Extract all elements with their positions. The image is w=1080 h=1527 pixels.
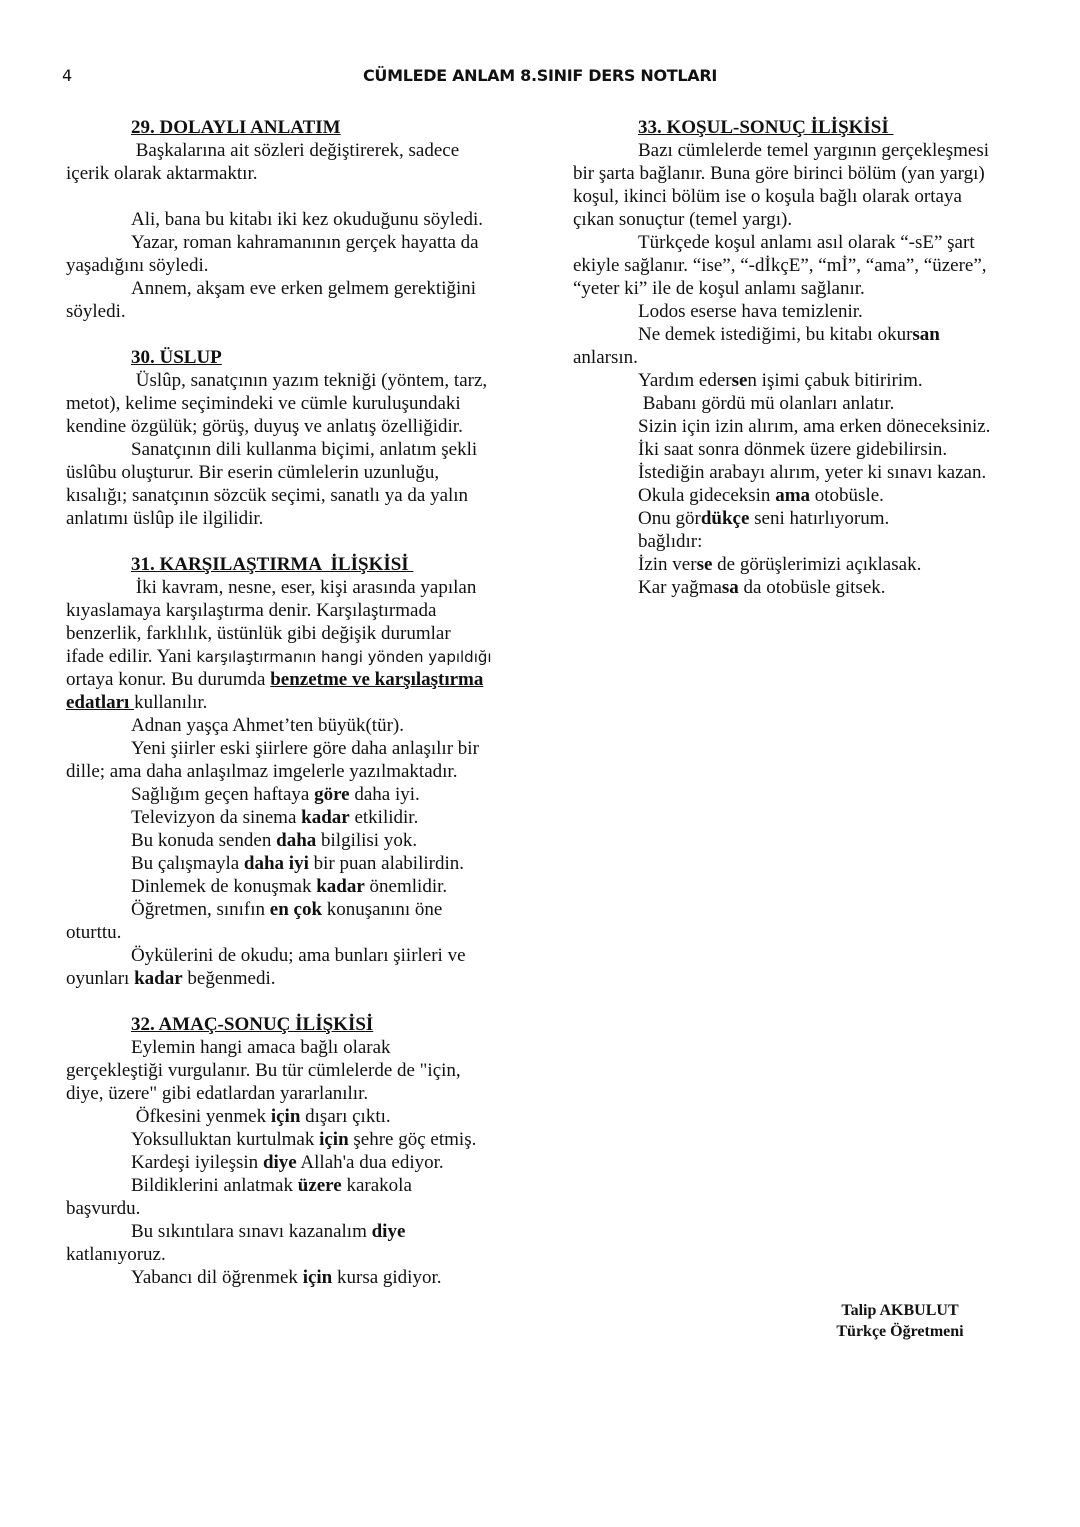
text-segment: Başkalarına ait sözleri değiştirerek, sadece <box>131 140 460 161</box>
text-segment: koşul, ikinci bölüm ise o koşula bağlı olarak ortaya <box>573 186 962 207</box>
text-line <box>66 829 516 852</box>
text-segment: Kar yağma <box>638 577 722 598</box>
text-segment: benzerlik, farklılık, üstünlük gibi değişik durumlar <box>66 623 451 644</box>
text-segment: Eylemin hangi amaca bağlı olarak <box>131 1037 391 1058</box>
text-segment: Sizin için izin alırım, ama erken döneceksiniz. <box>638 416 991 437</box>
text-line <box>66 1266 516 1289</box>
text-line <box>573 277 1023 300</box>
text-segment: oturttu. <box>66 922 122 943</box>
text-line <box>66 622 516 645</box>
text-segment: söyledi. <box>66 301 126 322</box>
emphasis: için <box>270 1106 301 1127</box>
text-segment: Ali, bana bu kitabı iki kez okuduğunu söyledi. <box>131 209 483 230</box>
text-segment: oyunları <box>66 968 135 989</box>
text-line <box>66 369 516 392</box>
text-segment: Kardeşi iyileşsin <box>131 1152 263 1173</box>
text-line <box>573 484 1023 507</box>
text-line <box>66 668 516 691</box>
text-segment: Yoksulluktan kurtulmak <box>131 1129 320 1150</box>
section <box>66 553 516 990</box>
text-line <box>66 1036 516 1059</box>
text-segment: bağlıdır: <box>638 531 703 552</box>
text-line <box>66 1220 516 1243</box>
text-segment: ifade edilir. Yani <box>66 646 197 667</box>
text-segment: kursa gidiyor. <box>332 1267 442 1288</box>
text-line <box>66 507 516 530</box>
section-heading: 33. KOŞUL-SONUÇ İLİŞKİSİ <box>638 117 894 138</box>
author-role: Türkçe Öğretmeni <box>836 1323 964 1340</box>
text-segment: önemlidir. <box>364 876 448 897</box>
text-segment: Adnan yaşça Ahmet’ten büyük(tür). <box>131 715 404 736</box>
text-line <box>66 875 516 898</box>
text-line <box>573 461 1023 484</box>
section <box>573 116 1023 599</box>
text-line <box>66 300 516 323</box>
text-line <box>573 507 1023 530</box>
text-segment: bir şarta bağlanır. Buna göre birinci bölüm (yan yargı) <box>573 163 985 184</box>
text-segment: kıyaslamaya karşılaştırma denir. Karşılaştırmada <box>66 600 437 621</box>
emphasis: kadar <box>134 968 183 989</box>
page-number: 4 <box>62 66 73 85</box>
emphasis: üzere <box>297 1175 342 1196</box>
text-line <box>573 530 1023 553</box>
emphasis: en çok <box>269 899 323 920</box>
text-line <box>66 1059 516 1082</box>
text-line <box>66 208 516 231</box>
text-line <box>66 967 516 990</box>
blank-line <box>66 185 516 208</box>
text-segment: ekiyle sağlanır. “ise”, “-dİkçE”, “mİ”, “ama”, “üzere”, <box>573 255 987 276</box>
text-segment: metot), kelime seçimindeki ve cümle kuruluşundaki <box>66 393 461 414</box>
text-segment: kısalığı; sanatçının sözcük seçimi, sanatlı ya da yalın <box>66 485 469 506</box>
text-line <box>573 438 1023 461</box>
text-line <box>66 254 516 277</box>
text-segment: yaşadığını söyledi. <box>66 255 209 276</box>
text-line <box>573 300 1023 323</box>
text-segment: Babanı gördü mü olanları anlatır. <box>638 393 895 414</box>
text-segment: Bu çalışmayla <box>131 853 244 874</box>
text-segment: Türkçede koşul anlamı asıl olarak “-sE” şart <box>638 232 975 253</box>
text-line <box>66 760 516 783</box>
text-segment: da otobüsle gitsek. <box>738 577 886 598</box>
text-line <box>66 1174 516 1197</box>
section-heading: 31. KARŞILAŞTIRMA İLİŞKİSİ <box>131 554 414 575</box>
text-line <box>66 139 516 162</box>
text-segment: Bu konuda senden <box>131 830 277 851</box>
text-line <box>66 921 516 944</box>
section-heading: 30. ÜSLUP <box>131 347 222 368</box>
text-line <box>66 1243 516 1266</box>
text-segment: Üslûp, sanatçının yazım tekniği (yöntem, tarz, <box>131 370 488 391</box>
text-segment: konuşanını öne <box>322 899 443 920</box>
text-line <box>66 438 516 461</box>
emphasis: daha <box>276 830 317 851</box>
emphasis: daha iyi <box>243 853 309 874</box>
text-segment: gerçekleştiği vurgulanır. Bu tür cümlelerde de "için, <box>66 1060 461 1081</box>
author-name: Talip AKBULUT <box>841 1302 959 1319</box>
text-segment: içerik olarak aktarmaktır. <box>66 163 258 184</box>
text-line <box>573 576 1023 599</box>
text-segment: karakola <box>341 1175 412 1196</box>
text-line <box>66 162 516 185</box>
text-segment: katlanıyoruz. <box>66 1244 166 1265</box>
text-segment: Sanatçının dili kullanma biçimi, anlatım şekli <box>131 439 478 460</box>
text-segment: Ne demek istediğimi, bu kitabı okur <box>638 324 913 345</box>
text-segment: n işimi çabuk bitiririm. <box>747 370 923 391</box>
text-segment: Öykülerini de okudu; ama bunları şiirleri ve <box>131 945 466 966</box>
emphasis: san <box>912 324 940 345</box>
text-line <box>66 645 516 668</box>
text-segment: Yabancı dil öğrenmek <box>131 1267 303 1288</box>
text-line <box>573 139 1023 162</box>
text-segment: Sağlığım geçen haftaya <box>131 784 315 805</box>
text-line <box>573 208 1023 231</box>
text-segment: başvurdu. <box>66 1198 141 1219</box>
text-segment: Annem, akşam eve erken gelmem gerektiğini <box>131 278 477 299</box>
author-signature <box>830 1300 970 1342</box>
text-line <box>66 1197 516 1220</box>
text-segment: kullanılır. <box>134 692 208 713</box>
text-line <box>573 415 1023 438</box>
text-line <box>573 392 1023 415</box>
text-segment: İzin ver <box>638 554 697 575</box>
document-title: CÜMLEDE ANLAM 8.SINIF DERS NOTLARI <box>362 66 718 85</box>
section-heading: 32. AMAÇ-SONUÇ İLİŞKİSİ <box>131 1014 374 1035</box>
text-segment: etkilidir. <box>349 807 419 828</box>
text-line <box>66 1128 516 1151</box>
section <box>66 116 516 323</box>
text-segment: bilgilisi yok. <box>316 830 418 851</box>
text-segment: beğenmedi. <box>182 968 276 989</box>
text-segment: otobüsle. <box>810 485 884 506</box>
left-column <box>66 116 516 1312</box>
text-segment: Onu gör <box>638 508 701 529</box>
text-line <box>66 1151 516 1174</box>
emphasis: kadar <box>301 807 350 828</box>
text-segment: seni hatırlıyorum. <box>749 508 890 529</box>
text-line <box>66 231 516 254</box>
text-segment: dille; ama daha anlaşılmaz imgelerle yazılmaktadır. <box>66 761 458 782</box>
emphasis: diye <box>371 1221 406 1242</box>
text-line <box>573 231 1023 254</box>
text-segment: şehre göç etmiş. <box>348 1129 477 1150</box>
text-line <box>66 392 516 415</box>
page-header <box>0 62 1080 92</box>
text-segment: Öğretmen, sınıfın <box>131 899 270 920</box>
text-segment: Okula gideceksin <box>638 485 776 506</box>
text-segment: “yeter ki” ile de koşul anlamı sağlanır. <box>573 278 865 299</box>
text-line <box>66 691 516 714</box>
text-line <box>66 944 516 967</box>
text-line <box>66 806 516 829</box>
section <box>66 346 516 530</box>
text-line <box>66 576 516 599</box>
text-segment: Öfkesini yenmek <box>131 1106 271 1127</box>
section <box>66 1013 516 1289</box>
text-line <box>66 783 516 806</box>
text-segment: bir puan alabilirdin. <box>308 853 465 874</box>
underlined-emphasis: benzetme ve karşılaştırma <box>270 669 484 690</box>
text-segment: diye, üzere" gibi edatlardan yararlanılır. <box>66 1083 369 1104</box>
text-segment: Yazar, roman kahramanının gerçek hayatta da <box>131 232 479 253</box>
text-segment: Bildiklerini anlatmak <box>131 1175 298 1196</box>
text-line <box>66 461 516 484</box>
text-segment: de görüşlerimizi açıklasak. <box>712 554 922 575</box>
text-line <box>66 898 516 921</box>
text-segment: daha iyi. <box>349 784 420 805</box>
text-segment: Bazı cümlelerde temel yargının gerçekleşmesi <box>638 140 990 161</box>
text-line <box>573 369 1023 392</box>
section-heading: 29. DOLAYLI ANLATIM <box>131 117 341 138</box>
text-segment: anlarsın. <box>573 347 638 368</box>
text-segment: Lodos eserse hava temizlenir. <box>638 301 863 322</box>
emphasis: sa <box>721 577 739 598</box>
text-line <box>66 415 516 438</box>
text-line <box>66 599 516 622</box>
text-line <box>573 254 1023 277</box>
text-line <box>573 553 1023 576</box>
text-segment: İki kavram, nesne, eser, kişi arasında yapılan <box>131 577 477 598</box>
text-segment: Bu sıkıntılara sınavı kazanalım <box>131 1221 372 1242</box>
emphasis: için <box>319 1129 349 1150</box>
underlined-emphasis: edatları <box>66 692 135 713</box>
text-segment: İki saat sonra dönmek üzere gidebilirsin. <box>638 439 948 460</box>
text-line <box>66 852 516 875</box>
emphasis: kadar <box>316 876 365 897</box>
text-line <box>573 162 1023 185</box>
text-segment: ortaya konur. Bu durumda <box>66 669 271 690</box>
text-line <box>66 1082 516 1105</box>
text-segment: dışarı çıktı. <box>300 1106 391 1127</box>
emphasis: se <box>696 554 713 575</box>
text-line <box>66 484 516 507</box>
text-segment: kendine özgülük; görüş, duyuş ve anlatış özelliğidir. <box>66 416 463 437</box>
emphasis: için <box>302 1267 333 1288</box>
text-segment: üslûbu oluşturur. Bir eserin cümlelerin uzunluğu, <box>66 462 440 483</box>
text-line <box>573 185 1023 208</box>
text-segment: Televizyon da sinema <box>131 807 302 828</box>
text-segment: İstediğin arabayı alırım, yeter ki sınavı kazan. <box>638 462 987 483</box>
text-segment: anlatımı üslûp ile ilgilidir. <box>66 508 264 529</box>
emphasis: se <box>731 370 748 391</box>
emphasis: diye <box>262 1152 297 1173</box>
text-segment: Yeni şiirler eski şiirlere göre daha anlaşılır bir <box>131 738 479 759</box>
emphasis: ama <box>775 485 811 506</box>
text-line <box>573 323 1023 346</box>
text-segment: Dinlemek de konuşmak <box>131 876 317 897</box>
right-column <box>573 116 1023 622</box>
text-segment: Yardım eder <box>638 370 732 391</box>
emphasis: göre <box>314 784 350 805</box>
text-line <box>66 1105 516 1128</box>
text-line <box>66 277 516 300</box>
text-segment: çıkan sonuçtur (temel yargı). <box>573 209 793 230</box>
emphasis: dükçe <box>700 508 750 529</box>
text-line <box>66 714 516 737</box>
text-line <box>573 346 1023 369</box>
text-line <box>66 737 516 760</box>
text-segment: karşılaştırmanın hangi yönden yapıldığı <box>196 648 492 666</box>
text-segment: Allah'a dua ediyor. <box>296 1152 444 1173</box>
